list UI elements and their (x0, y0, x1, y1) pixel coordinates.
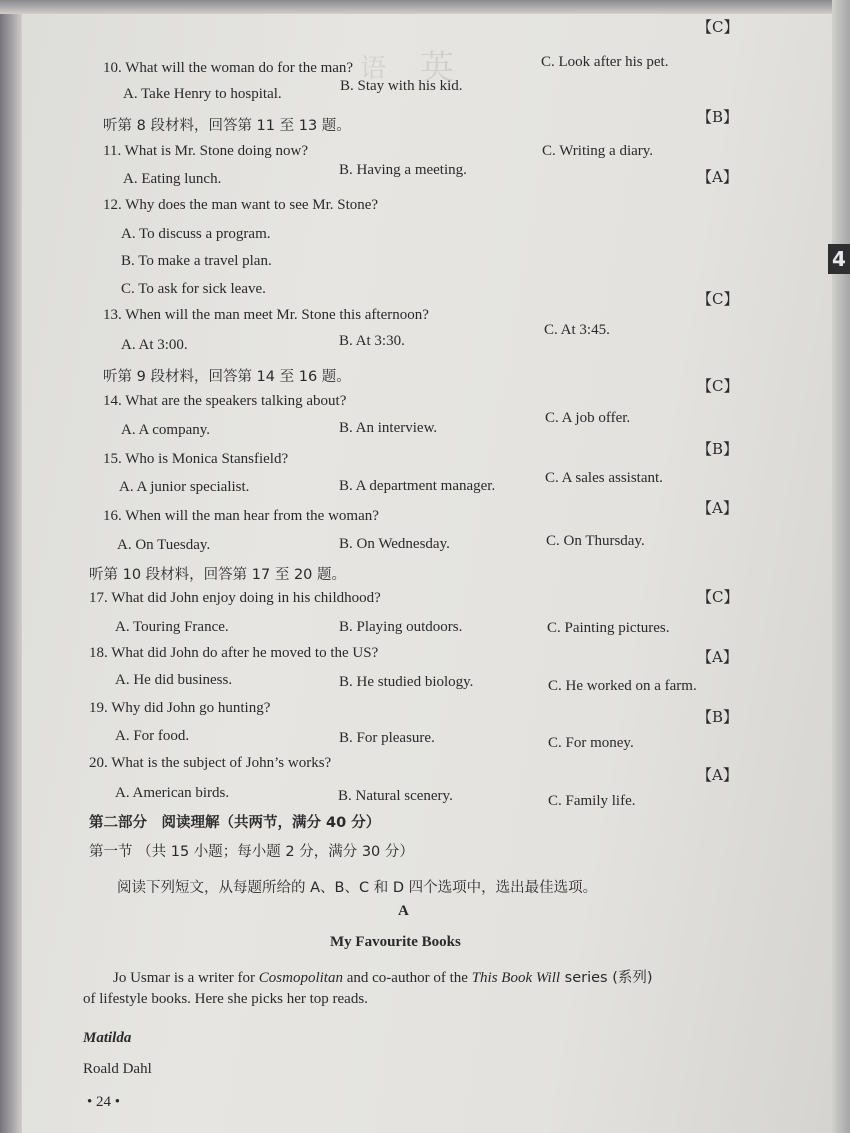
option-18a: A. He did business. (115, 672, 233, 688)
answer-9: 【C】 (697, 18, 739, 36)
section-10-heading: 听第 10 段材料，回答第 17 至 20 题。 (89, 567, 347, 583)
question-20: 20. What is the subject of John’s works? (89, 755, 332, 771)
part-2-title: 第二部分 阅读理解（共两节，满分 40 分） (89, 815, 381, 831)
question-17: 17. What did John enjoy doing in his childhood? (89, 590, 381, 606)
option-19a: A. For food. (115, 728, 190, 744)
answer-15: 【A】 (697, 499, 738, 517)
option-14b: B. An interview. (339, 420, 438, 436)
reading-instruction: 阅读下列短文，从每题所给的 A、B、C 和 D 四个选项中，选出最佳选项。 (117, 880, 598, 896)
answer-11: 【A】 (697, 168, 738, 186)
answer-17: 【A】 (697, 648, 738, 666)
passage-title: My Favourite Books (330, 934, 461, 950)
answer-16: 【C】 (697, 588, 739, 606)
answer-10: 【B】 (697, 108, 739, 126)
option-12c: C. To ask for sick leave. (121, 281, 266, 297)
option-20b: B. Natural scenery. (338, 788, 453, 804)
passage-intro-line-2: of lifestyle books. Here she picks her top reads. (83, 991, 368, 1007)
option-18c: C. He worked on a farm. (548, 678, 697, 694)
option-15b: B. A department manager. (339, 478, 496, 494)
question-16: 16. When will the man hear from the woman? (103, 508, 379, 524)
option-12a: A. To discuss a program. (121, 226, 271, 242)
option-14a: A. A company. (121, 422, 211, 438)
option-17a: A. Touring France. (115, 619, 229, 635)
question-12: 12. Why does the man want to see Mr. Stone? (103, 197, 379, 213)
answer-12: 【C】 (697, 290, 739, 308)
option-20a: A. American birds. (115, 785, 230, 801)
option-17b: B. Playing outdoors. (339, 619, 463, 635)
option-10b: B. Stay with his kid. (340, 78, 463, 94)
option-18b: B. He studied biology. (339, 674, 474, 690)
section-1-title: 第一节 （共 15 小题；每小题 2 分，满分 30 分） (89, 844, 414, 860)
option-19c: C. For money. (548, 735, 634, 751)
book-top-edge (0, 0, 850, 14)
answer-14: 【B】 (697, 440, 739, 458)
book-binding (0, 0, 22, 1133)
option-13b: B. At 3:30. (339, 333, 405, 349)
question-10: 10. What will the woman do for the man? (103, 60, 354, 76)
option-11b: B. Having a meeting. (339, 162, 467, 178)
option-15c: C. A sales assistant. (545, 470, 663, 486)
option-16b: B. On Wednesday. (339, 536, 450, 552)
option-17c: C. Painting pictures. (547, 620, 670, 636)
option-10a: A. Take Henry to hospital. (123, 86, 282, 102)
answer-18: 【B】 (697, 708, 739, 726)
option-14c: C. A job offer. (545, 410, 631, 426)
document-page: 4 英 语 【C】 10. What will the woman do for the man? A. Take Henry to hospital. B. Stay with his kid. C. Look after his pet. 【B】 听第 8 段材料，回答第 11 至 13 题。 11. What is Mr. Stone doing now? A. Eating lunch. B. Having a meeting. C. Writing a diary. 【A】 12. Why does the man want to see Mr. Stone? A. To discuss a program. B. To make a travel plan. C. To ask for sick leave. 【C】 13. When will the man meet Mr. Stone this afternoon? A. At 3:00. B. At 3:30. C. At 3:45. 【C】 听第 9 段材料，回答第 14 至 16 题。 14. What are the speakers talking about? A. A company. B. An interview. C. A job offer. 【B】 15. Who is Monica Stansfield? A. A junior specialist. B. A department manager. C. A sales assistant. 【A】 16. When will the man hear from the woman? A. On Tuesday. B. On Wednesday. C. On Thursday. 【C】 听第 10 段材料，回答第 17 至 20 题。 17. What did John enjoy doing in his childhood? A. Touring France. B. Playing outdoors. C. Painting pictures. 【A】 18. What did John do after he moved to the US? A. He did business. B. He studied biology. C. He worked on a farm. 【B】 19. Why did John go hunting? A. For food. B. For pleasure. C. For money. 【A】 20. What is the subject of John’s works? A. American birds. B. Natural scenery. C. Family life. 第二部分 阅读理解（共两节，满分 40 分） 第一节 （共 15 小题；每小题 2 分，满分 30 分） 阅读下列短文，从每题所给的 A、B、C 和 D 四个选项中，选出最佳选项。 A My Favourite Books Jo Usmar is a writer for Cosmopolitan and co-author of the This Book Will series (系列) of lifestyle books. Here she picks her top reads. Matilda Roald Dahl • 24 • (0, 0, 850, 1133)
option-11a: A. Eating lunch. (123, 171, 222, 187)
option-13a: A. At 3:00. (121, 337, 188, 353)
option-19b: B. For pleasure. (339, 730, 435, 746)
section-9-heading: 听第 9 段材料，回答第 14 至 16 题。 (103, 369, 351, 385)
option-15a: A. A junior specialist. (119, 479, 250, 495)
question-13: 13. When will the man meet Mr. Stone this afternoon? (103, 307, 429, 323)
section-8-heading: 听第 8 段材料，回答第 11 至 13 题。 (103, 118, 351, 134)
book-title: Matilda (83, 1030, 132, 1046)
question-19: 19. Why did John go hunting? (89, 700, 271, 716)
option-16c: C. On Thursday. (546, 533, 645, 549)
question-15: 15. Who is Monica Stansfield? (103, 451, 289, 467)
option-10c: C. Look after his pet. (541, 54, 669, 70)
option-16a: A. On Tuesday. (117, 537, 211, 553)
question-18: 18. What did John do after he moved to the US? (89, 645, 379, 661)
book-author: Roald Dahl (83, 1061, 152, 1077)
option-11c: C. Writing a diary. (542, 143, 654, 159)
option-20c: C. Family life. (548, 793, 636, 809)
question-14: 14. What are the speakers talking about? (103, 393, 347, 409)
chapter-tab: 4 (828, 244, 850, 274)
question-11: 11. What is Mr. Stone doing now? (103, 143, 308, 159)
page-number: • 24 • (87, 1094, 121, 1110)
passage-letter: A (398, 903, 409, 919)
passage-intro-line-1: Jo Usmar is a writer for Cosmopolitan and co-author of the This Book Will series (系列) (113, 970, 653, 986)
answer-19: 【A】 (697, 766, 738, 784)
option-12b: B. To make a travel plan. (121, 253, 272, 269)
answer-13: 【C】 (697, 377, 739, 395)
page-edge (832, 0, 850, 1133)
option-13c: C. At 3:45. (544, 322, 610, 338)
